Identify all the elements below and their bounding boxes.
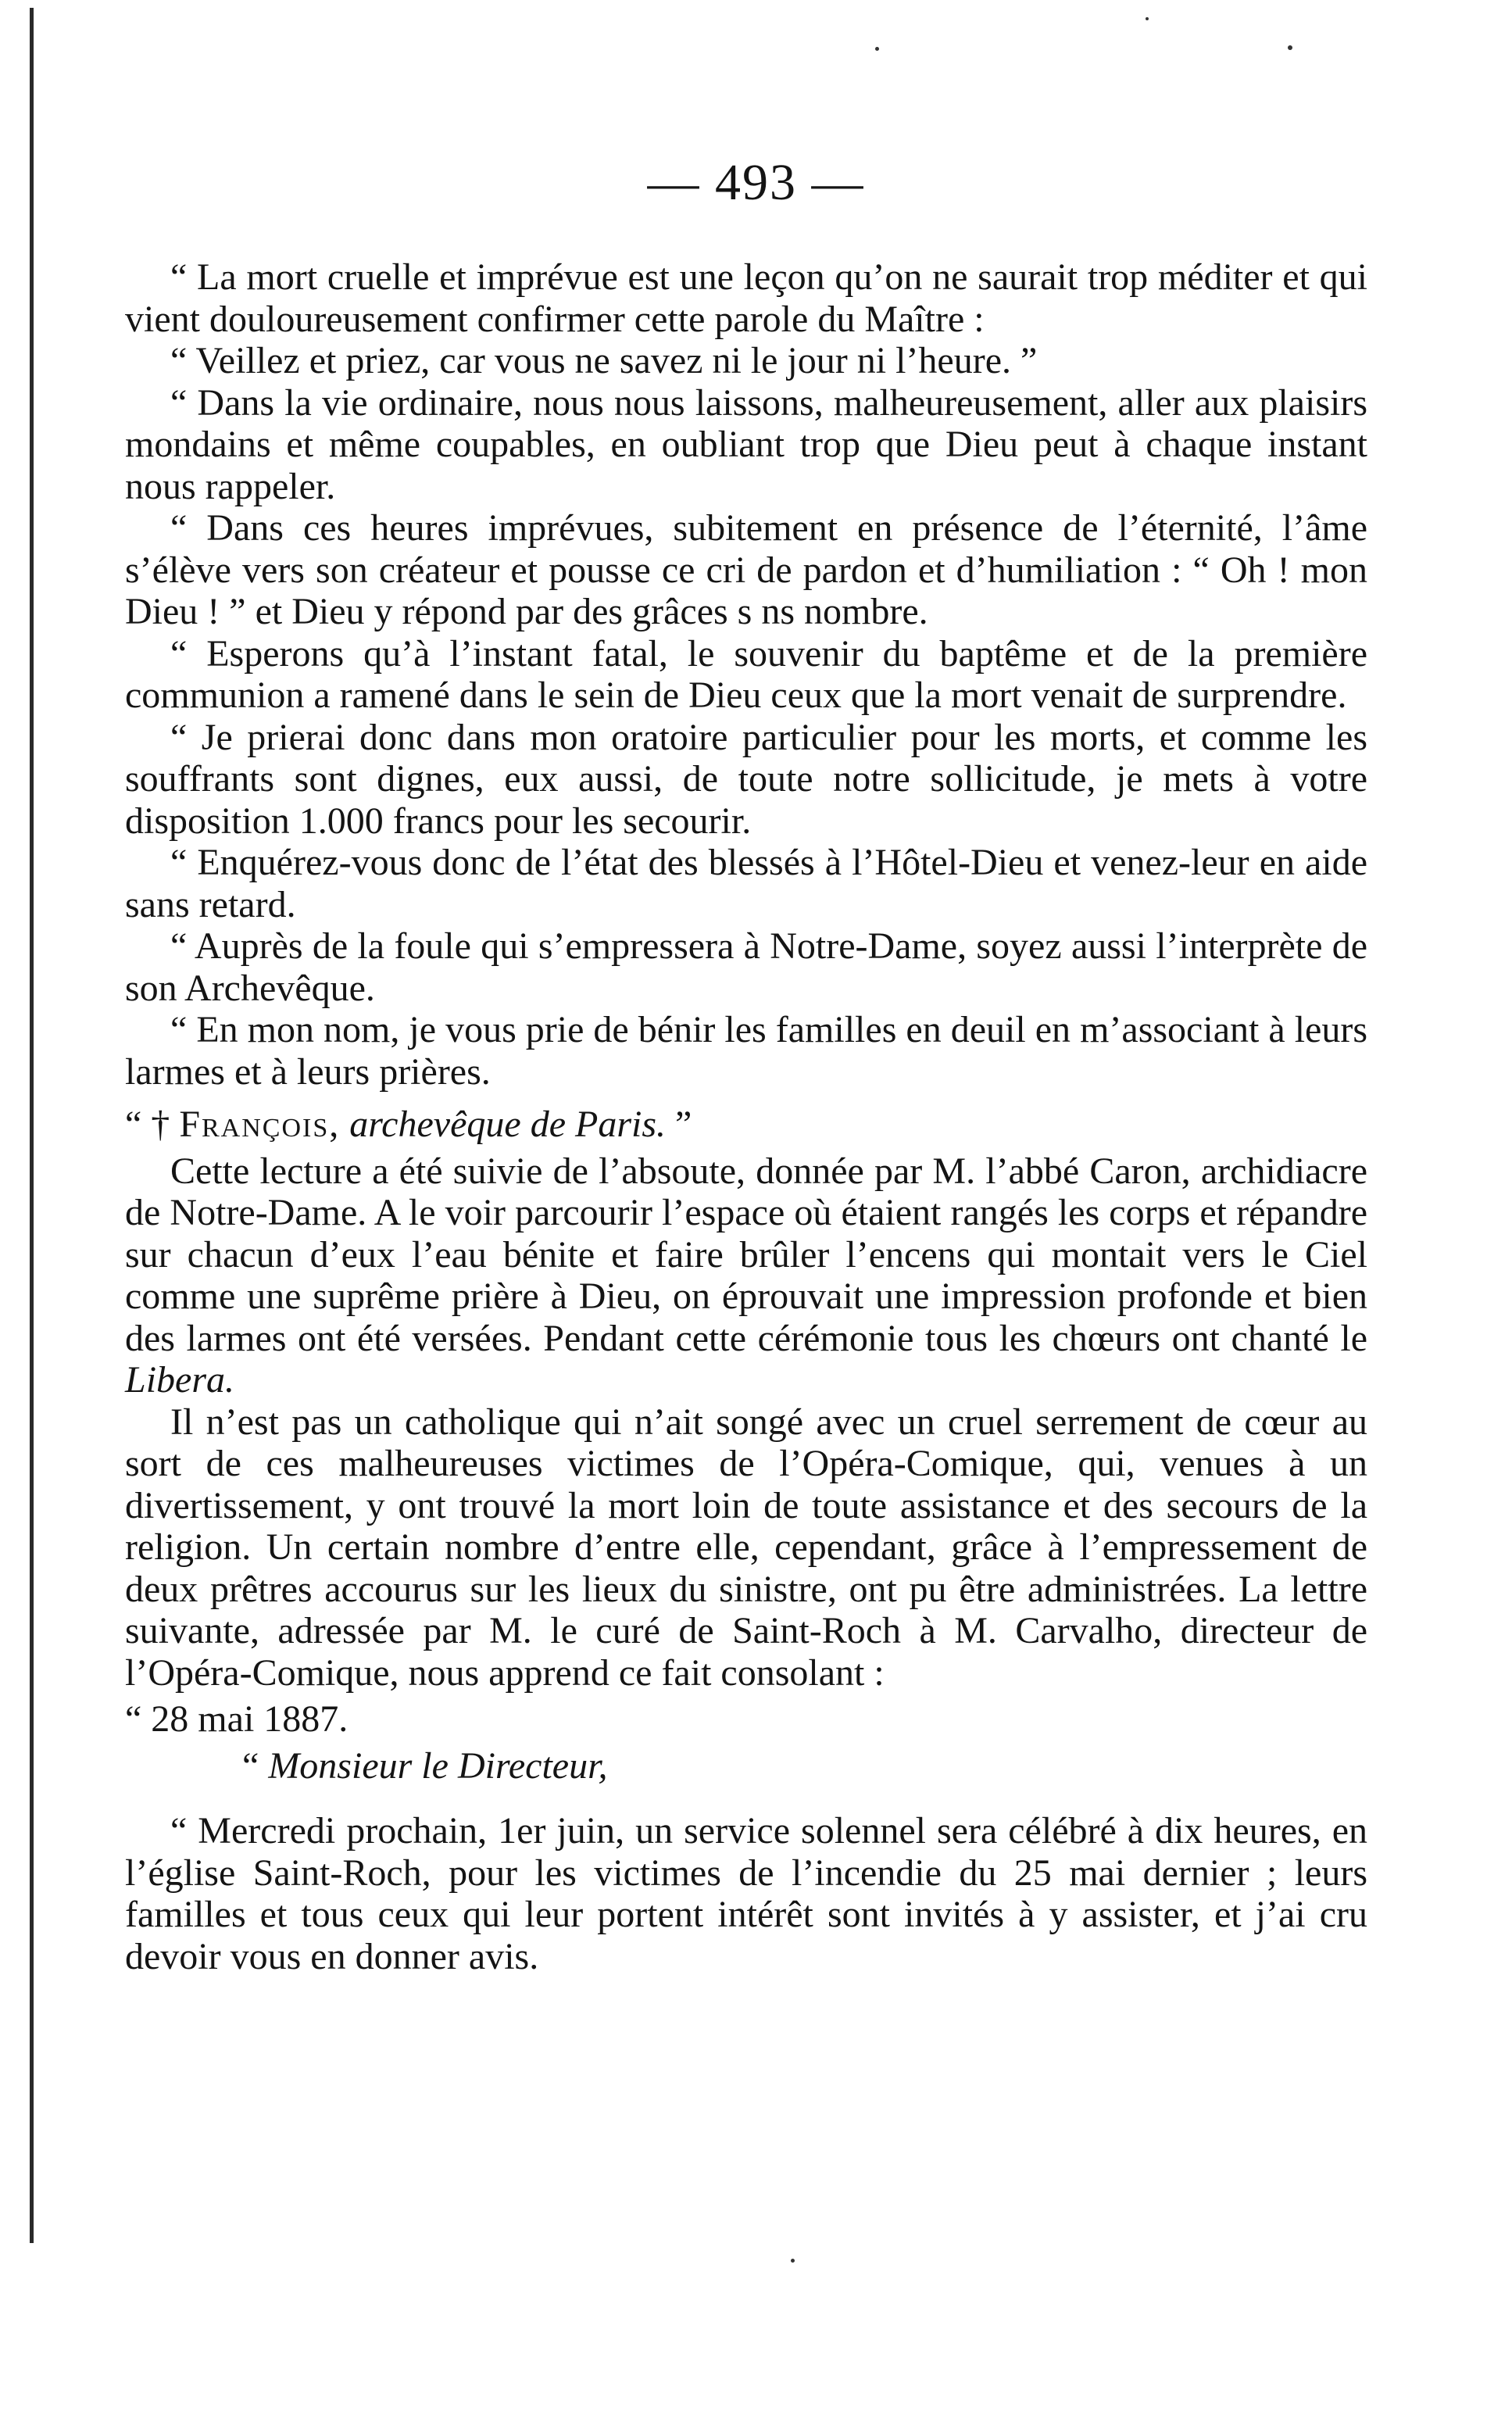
letter-salutation — [242, 1745, 1367, 1787]
salutation-text: Monsieur le Directeur, — [268, 1744, 608, 1787]
paragraph-7: “ Enquérez-vous donc de l’état des blessés à l’Hôtel-Dieu et venez-leur en aide sans retard. — [125, 842, 1367, 925]
letter-date: “ 28 mai 1887. — [125, 1698, 349, 1740]
paragraph-1: “ La mort cruelle et imprévue est une leçon qu’on ne saurait trop méditer et qui vient douloureusement confirmer cette parole du Maître : — [125, 256, 1367, 340]
page-edge-rule — [30, 8, 34, 2243]
signature-close: ” — [666, 1104, 692, 1145]
signature-open: “ † — [125, 1104, 180, 1145]
narrative-text-1: Cette lecture a été suivie de l’absoute, donnée par M. l’abbé Caron, archidiacre de Notre-Dame. A le voir parcourir l’espace où étaient rangés les corps et répandre sur chacun d’eux l’eau bénite et faire brûler l’encens qui montait vers le Ciel comme une suprême prière à Dieu, on éprouvait une impression profonde et bien des larmes ont été versées. Pendant cette cérémonie tous les chœurs ont chanté le — [125, 1150, 1367, 1359]
narrative-paragraph-1 — [125, 1150, 1367, 1401]
signature-title: archevêque de Paris. — [340, 1104, 667, 1145]
paragraph-3: “ Dans la vie ordinaire, nous nous laissons, malheureusement, aller aux plaisirs mondains et même coupables, en oubliant trop que Dieu peut à chaque instant nous rappeler. — [125, 381, 1367, 507]
print-speck — [875, 47, 879, 51]
paragraph-5: “ Esperons qu’à l’instant fatal, le souvenir du baptême et de la première communion a ramené dans le sein de Dieu ceux que la mort venait de surprendre. — [125, 632, 1367, 716]
paragraph-4: “ Dans ces heures imprévues, subitement en présence de l’éternité, l’âme s’élève vers son créateur et pousse ce cri de pardon et d’humiliation : “ Oh ! mon Dieu ! ” et Dieu y répond par des grâces s ns nombre. — [125, 507, 1367, 632]
print-speck — [1288, 45, 1292, 50]
narrative-paragraph-2: Il n’est pas un catholique qui n’ait songé avec un cruel serrement de cœur au sort de ces malheureuses victimes de l’Opéra-Comique, qui, venues à un divertissement, y ont trouvé la mort loin de toute assistance et des secours de la religion. Un certain nombre d’entre elle, cependant, grâce à l’empressement de deux prêtres accourus sur les lieux du sinistre, ont pu être administrées. La lettre suivante, adressée par M. le curé de Saint-Roch à M. Carvalho, directeur de l’Opéra-Comique, nous apprend ce fait consolant : — [125, 1401, 1367, 1694]
paragraph-8: “ Auprès de la foule qui s’empressera à Notre-Dame, soyez aussi l’interprète de son Archevêque. — [125, 925, 1367, 1009]
signature-name: François, — [179, 1104, 341, 1145]
page-number: — 493 — — [647, 154, 865, 211]
print-speck — [1146, 17, 1149, 20]
body-text — [125, 256, 1367, 1977]
paragraph-2: “ Veillez et priez, car vous ne savez ni le jour ni l’heure. ” — [170, 340, 1038, 381]
narrative-libera: Libera. — [125, 1359, 235, 1401]
paragraph-9: “ En mon nom, je vous prie de bénir les familles en deuil en m’associant à leurs larmes et à leurs prières. — [125, 1009, 1367, 1093]
salutation-open: “ — [242, 1744, 269, 1787]
paragraph-6: “ Je prierai donc dans mon oratoire particulier pour les morts, et comme les souffrants sont dignes, eux aussi, de toute notre sollicitude, je mets à votre disposition 1.000 francs pour les secourir. — [125, 716, 1367, 842]
letter-body: “ Mercredi prochain, 1er juin, un service solennel sera célébré à dix heures, en l’église Saint-Roch, pour les victimes de l’incendie du 25 mai dernier ; leurs familles et tous ceux qui leur portent intérêt sont invités à y assister, et j’ai cru devoir vous en donner avis. — [125, 1810, 1367, 1977]
archbishop-signature — [125, 1104, 1367, 1146]
print-speck — [791, 2259, 795, 2263]
